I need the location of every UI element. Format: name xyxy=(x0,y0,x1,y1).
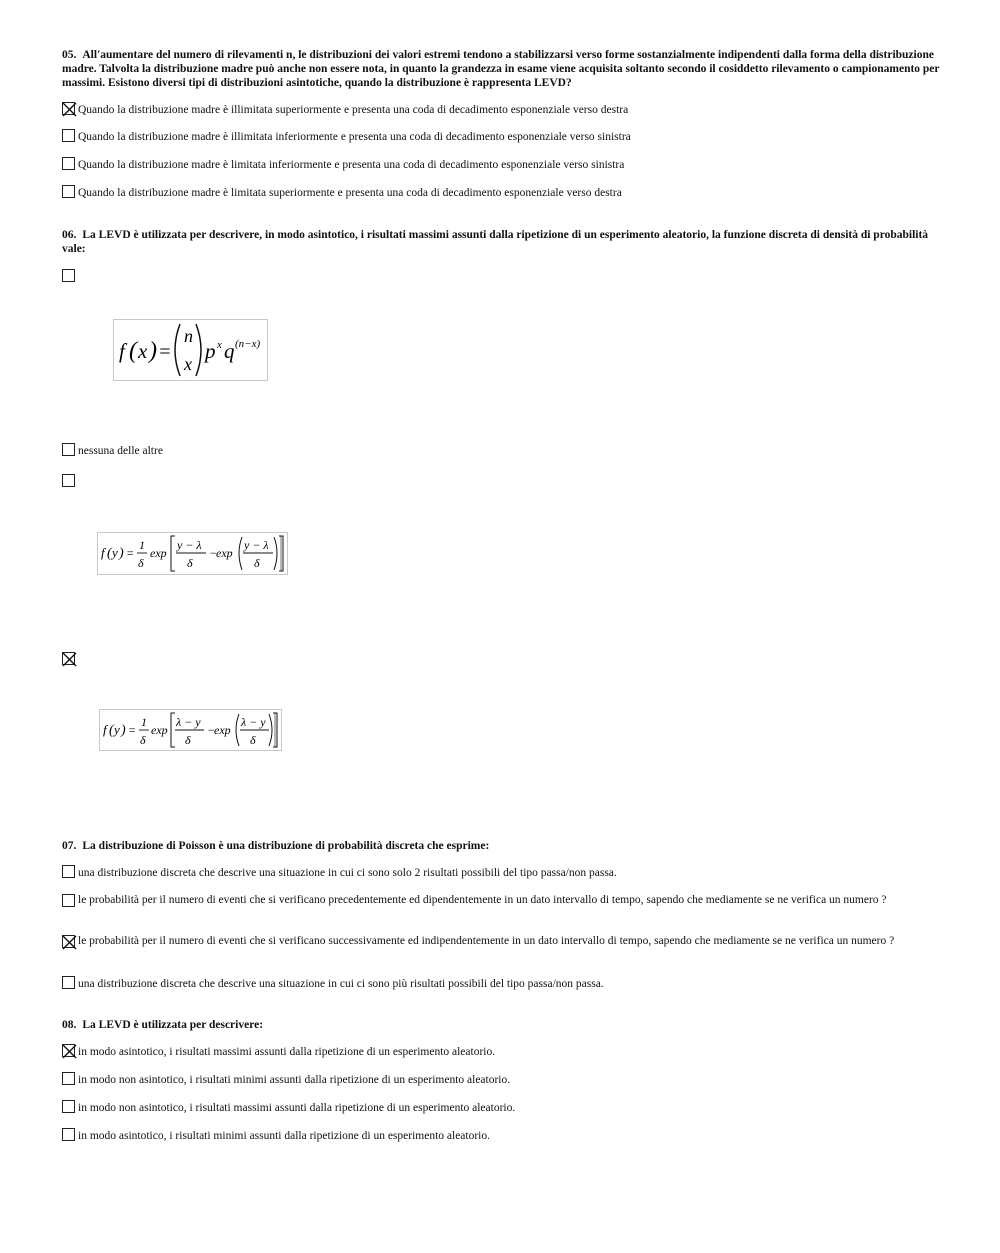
paren: ( xyxy=(129,338,137,364)
q08-option-4[interactable] xyxy=(62,1128,942,1144)
question-text: All'aumentare del numero di rilevamenti n, le distribuzioni dei valori estremi tendono a stabilizzarsi verso forme sostanzialmente indipendenti dalla forma della distribuzione madre. Talvolta la distribuzione madre può anche non essere nota, in quanto la grandezza in esame viene acquisita soltanto secondo il cosiddetto rilevamento o campionamento per massimi. Esistono diversi tipi di distribuzioni asintotiche, quando la distribuzione è rappresenta LEVD? xyxy=(62,49,940,89)
formula-one: 1 xyxy=(141,715,147,729)
option-label: in modo non asintotico, i risultati minimi assunti dalla ripetizione di un esperimento aleatorio. xyxy=(78,1074,511,1086)
paren: ( xyxy=(107,546,112,561)
question-07 xyxy=(62,839,942,853)
checkbox[interactable] xyxy=(62,269,75,282)
checkbox[interactable] xyxy=(62,976,75,989)
formula-f: f xyxy=(119,339,125,363)
q05-option-2[interactable] xyxy=(62,129,942,145)
formula-n: n xyxy=(184,326,193,346)
right-paren xyxy=(196,324,201,376)
q05-option-1[interactable] xyxy=(62,102,942,118)
formula-minus: − xyxy=(207,723,216,737)
question-text: La LEVD è utilizzata per descrivere: xyxy=(82,1019,264,1031)
equals: = xyxy=(128,723,137,737)
formula-delta: δ xyxy=(187,556,193,570)
checkbox[interactable] xyxy=(62,1072,75,1085)
formula-numerator: y − λ xyxy=(177,538,202,552)
paren: ) xyxy=(149,338,157,364)
option-label: Quando la distribuzione madre è limitata superiormente e presenta una coda di decadimento esponenziale verso destra xyxy=(78,187,622,199)
q05-option-3[interactable] xyxy=(62,157,942,173)
formula-exp: exp xyxy=(150,546,167,560)
question-number: 05. xyxy=(62,49,77,61)
checkbox[interactable] xyxy=(62,1044,75,1057)
q07-option-2[interactable] xyxy=(62,893,942,908)
q07-option-1[interactable] xyxy=(62,865,942,881)
equals: = xyxy=(126,546,135,560)
formula-f: f xyxy=(101,545,105,560)
question-05 xyxy=(62,48,942,90)
q06-option-4[interactable] xyxy=(62,650,78,668)
q08-option-1[interactable] xyxy=(62,1044,942,1060)
question-number: 06. xyxy=(62,229,77,241)
formula-delta: δ xyxy=(140,733,146,747)
formula-y: y xyxy=(114,722,120,737)
question-number: 07. xyxy=(62,840,77,852)
formula-delta: δ xyxy=(138,556,144,570)
checkbox[interactable] xyxy=(62,894,75,907)
formula-exp: exp xyxy=(216,546,233,560)
formula-x-exp: x xyxy=(217,339,222,351)
formula-gumbel-2 xyxy=(99,709,282,751)
q07-option-4[interactable] xyxy=(62,976,942,992)
paren: ( xyxy=(109,723,114,738)
question-06 xyxy=(62,228,942,256)
checkbox[interactable] xyxy=(62,185,75,198)
checkbox[interactable] xyxy=(62,1100,75,1113)
option-label: Quando la distribuzione madre è illimitata inferiormente e presenta una coda di decadimento esponenziale verso sinistra xyxy=(78,131,631,143)
formula-x-lower: x xyxy=(184,354,192,374)
formula-exp: exp xyxy=(214,723,231,737)
option-label: una distribuzione discreta che descrive una situazione in cui ci sono più risultati possibili del tipo passa/non passa. xyxy=(78,978,604,990)
q06-option-1[interactable] xyxy=(62,267,78,285)
paren: ) xyxy=(119,546,124,561)
equals: = xyxy=(158,341,172,363)
checkbox[interactable] xyxy=(62,443,75,456)
formula-y: y xyxy=(112,545,118,560)
checkbox[interactable] xyxy=(62,129,75,142)
option-label: Quando la distribuzione madre è limitata inferiormente e presenta una coda di decadimento esponenziale verso sinistra xyxy=(78,159,625,171)
q06-option-2[interactable] xyxy=(62,443,942,459)
option-label: le probabilità per il numero di eventi che si verificano precedentemente ed dipendentemente in un dato intervallo di tempo, sapendo che mediamente se ne verifica un numero ? xyxy=(78,894,887,906)
checkbox[interactable] xyxy=(62,1128,75,1141)
formula-q: q xyxy=(224,339,235,363)
option-label: le probabilità per il numero di eventi che si verificano successivamente ed indipendentemente in un dato intervallo di tempo, sapendo che mediamente se ne verifica un numero ? xyxy=(78,935,895,947)
formula-one: 1 xyxy=(139,538,145,552)
option-label: in modo asintotico, i risultati minimi assunti dalla ripetizione di un esperimento aleatorio. xyxy=(78,1130,491,1142)
question-number: 08. xyxy=(62,1019,77,1031)
option-label: Quando la distribuzione madre è illimitata superiormente e presenta una coda di decadimento esponenziale verso destra xyxy=(78,104,629,116)
formula-numerator: λ − y xyxy=(241,715,266,729)
checkbox[interactable] xyxy=(62,157,75,170)
option-label: nessuna delle altre xyxy=(78,445,163,457)
checkbox[interactable] xyxy=(62,865,75,878)
option-label: in modo non asintotico, i risultati massimi assunti dalla ripetizione di un esperimento aleatorio. xyxy=(78,1102,516,1114)
checkbox[interactable] xyxy=(62,474,75,487)
formula-numerator: λ − y xyxy=(176,715,201,729)
q08-option-2[interactable] xyxy=(62,1072,942,1088)
formula-exp: exp xyxy=(151,723,168,737)
question-08 xyxy=(62,1018,942,1032)
question-text: La LEVD è utilizzata per descrivere, in modo asintotico, i risultati massimi assunti dalla ripetizione di un esperimento aleatorio, la funzione discreta di densità di probabilità vale: xyxy=(62,229,929,255)
formula-binomial xyxy=(113,319,268,381)
checkbox[interactable] xyxy=(62,935,75,948)
formula-delta: δ xyxy=(254,556,260,570)
formula-x: x xyxy=(138,339,148,363)
left-paren xyxy=(175,324,180,376)
q06-option-3[interactable] xyxy=(62,472,78,490)
formula-gumbel-1 xyxy=(97,532,288,575)
checkbox[interactable] xyxy=(62,102,75,115)
formula-f: f xyxy=(103,722,107,737)
checkbox[interactable] xyxy=(62,652,75,665)
paren: ) xyxy=(121,723,126,738)
formula-numerator: y − λ xyxy=(244,538,269,552)
formula-q-exp: (n−x) xyxy=(235,338,261,350)
q08-option-3[interactable] xyxy=(62,1100,942,1116)
formula-minus: − xyxy=(209,546,218,560)
formula-delta: δ xyxy=(185,733,191,747)
question-text: La distribuzione di Poisson è una distribuzione di probabilità discreta che esprime: xyxy=(82,840,490,852)
option-label: in modo asintotico, i risultati massimi assunti dalla ripetizione di un esperimento aleatorio. xyxy=(78,1046,496,1058)
q05-option-4[interactable] xyxy=(62,185,942,201)
formula-delta: δ xyxy=(250,733,256,747)
formula-p: p xyxy=(205,339,216,363)
q07-option-3[interactable] xyxy=(62,934,942,949)
option-label: una distribuzione discreta che descrive una situazione in cui ci sono solo 2 risultati possibili del tipo passa/non passa. xyxy=(78,867,617,879)
